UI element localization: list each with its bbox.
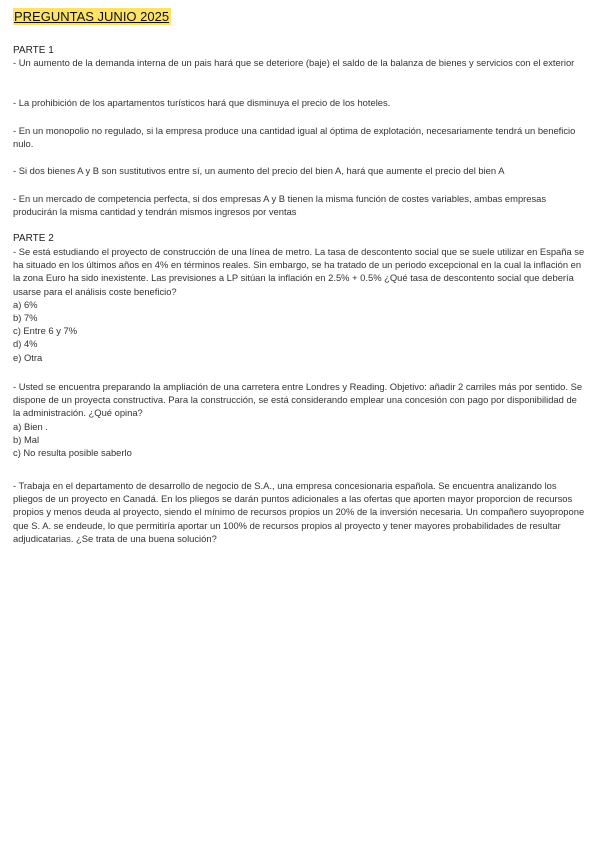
question-text: - Se está estudiando el proyecto de construcción de una línea de metro. La tasa de descontento social que se suele utilizar en España se ha situado en los últimos años en 4% en términos reales. Sin embargo, se ha tratado de un periodo excepcional en la cual la inflación en la zona Euro ha sido inexistente. Las previsiones a LP sitúan la inflación en 2.5% + 0.5% ¿Qué tasa de descontento social que debería usarse para el análisis coste beneficio? <box>13 246 585 297</box>
question-text: - Trabaja en el departamento de desarrollo de negocio de S.A., una empresa concesionaria española. Se encuentra analizando los pliegos de un proyecto en Canadá. En los pliegos se darán puntos adicionales a las ofertas que aporten mayor proporcion de recursos propios y menos deuda al proyecto, siendo el mínimo de recursos propios un 20% de la inversión necesaria. Un compañero suyopropone que S. A. se endeude, lo que permitiría aportar un 100% de recursos propios al proyecto y tener mayores probabilidades de resultar adjudicatarias. ¿Se trata de una buena solución? <box>13 480 585 544</box>
document-title: PREGUNTAS JUNIO 2025 <box>14 9 170 24</box>
parte1-item-text: - Un aumento de la demanda interna de un pais hará que se deteriore (baje) el saldo de la balanza de bienes y servicios con el exterior <box>13 57 575 68</box>
parte1-item <box>13 164 585 177</box>
parte1-item-text: - En un mercado de competencia perfecta, si dos empresas A y B tienen la misma función de costes variables, ambas empresas producirán la misma cantidad y tendrán mismos ingresos por ventas <box>13 193 547 218</box>
parte1-item <box>13 96 585 109</box>
parte1-item-text: - En un monopolio no regulado, si la empresa produce una cantidad igual al óptima de explotación, necesariamente tendrá un beneficio nulo. <box>13 125 576 150</box>
option-e: e) Otra <box>13 351 43 363</box>
option-c: c) No resulta posible saberlo <box>13 447 132 459</box>
option-b: b) 7% <box>13 312 38 324</box>
option-a: a) Bien . <box>13 420 48 432</box>
parte1-item-text: - La prohibición de los apartamentos turísticos hará que disminuya el precio de los hoteles. <box>13 97 391 108</box>
option-b: b) Mal <box>13 433 40 445</box>
parte1-heading: PARTE 1 <box>13 45 54 56</box>
parte2-question-3 <box>13 479 585 545</box>
parte1-item <box>13 192 585 218</box>
parte1-item-text: - Si dos bienes A y B son sustitutivos entre sí, un aumento del precio del bien A, hará que aumente el precio del bien A <box>13 165 505 176</box>
option-d: d) 4% <box>13 338 38 350</box>
parte2-question-2 <box>13 380 585 459</box>
parte1-item <box>13 56 585 69</box>
parte2-question-1 <box>13 245 585 364</box>
question-text: - Usted se encuentra preparando la ampliación de una carretera entre Londres y Reading. Objetivo: añadir 2 carriles más por sentido. Se dispone de un proyecta constructiva. Para la construcción, se está considerando emplear una concesión con pago por disponibilidad de la administración. ¿Qué opina? <box>13 381 583 419</box>
option-c: c) Entre 6 y 7% <box>13 325 78 337</box>
parte1-item <box>13 124 585 150</box>
option-a: a) 6% <box>13 298 38 310</box>
parte2-heading: PARTE 2 <box>13 233 54 244</box>
